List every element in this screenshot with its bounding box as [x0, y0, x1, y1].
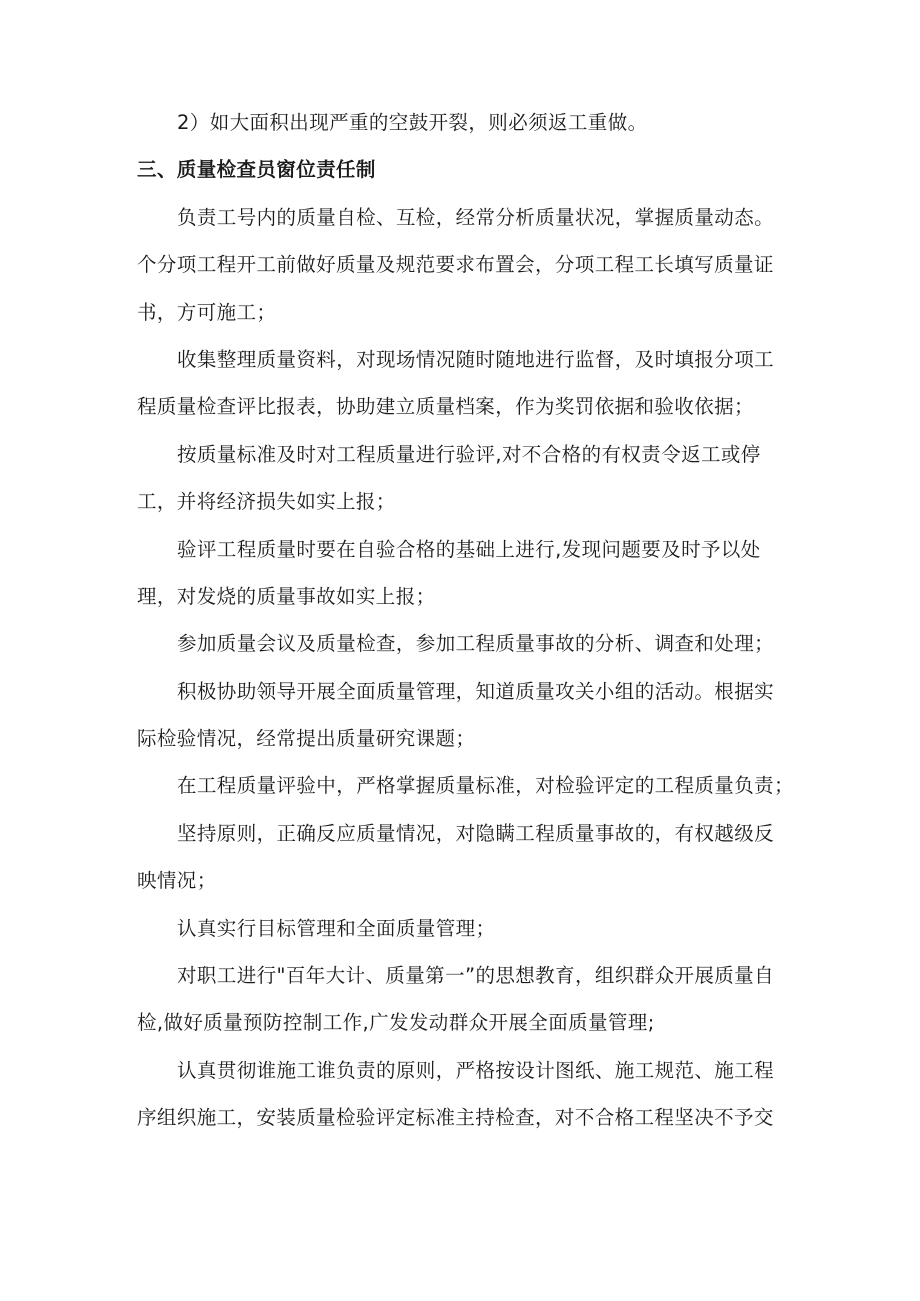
text-line: 积极协助领导开展全面质量管理，知道质量攻关小组的活动。根据实	[177, 679, 775, 703]
text-line: 认真实行目标管理和全面质量管理；	[177, 916, 496, 940]
document-body	[137, 99, 794, 1142]
text-line: 验评工程质量时要在自验合格的基础上进行,发现问题要及时予以处	[177, 537, 761, 561]
text-line: 际检验情况，经常提出质量研究课题；	[137, 727, 476, 751]
text-line: 检,做好质量预防控制工作,广发发动群众开展全面质量管理;	[137, 1011, 655, 1035]
text-line: 个分项工程开工前做好质量及规范要求布置会，分项工程工长填写质量证	[137, 253, 774, 277]
section-heading: 三、质量检查员窗位责任制	[137, 158, 376, 182]
text-line: 在工程质量评验中，严格掌握质量标准，对检验评定的工程质量负责；	[177, 774, 794, 798]
text-line: 序组织施工，安装质量检验评定标准主持检查，对不合格工程坚决不予交	[137, 1106, 774, 1130]
text-line: 参加质量会议及质量检查，参加工程质量事故的分析、调查和处理；	[177, 632, 775, 656]
text-line: 收集整理质量资料，对现场情况随时随地进行监督，及时填报分项工	[177, 347, 775, 371]
text-line: 按质量标准及时对工程质量进行验评,对不合格的有权责令返工或停	[177, 442, 761, 466]
text-line: 程质量检查评比报表，协助建立质量档案，作为奖罚依据和验收依据；	[137, 395, 754, 419]
text-line: 工，并将经济损失如实上报；	[137, 490, 396, 514]
text-line: 负责工号内的质量自检、互检，经常分析质量状况，掌握质量动态。	[177, 205, 775, 229]
text-line: 书，方可施工；	[137, 300, 277, 324]
text-line: 理，对发烧的质量事故如实上报；	[137, 584, 436, 608]
text-line: 映情况；	[137, 869, 217, 893]
text-line: 认真贯彻谁施工谁负责的原则，严格按设计图纸、施工规范、施工程	[177, 1058, 775, 1082]
text-line: 2）如大面积出现严重的空鼓开裂，则必须返工重做。	[177, 111, 648, 134]
text-line: 对职工进行"百年大计、质量第一”的思想教育，组织群众开展质量自	[177, 964, 774, 988]
text-line: 坚持原则，正确反应质量情况，对隐瞒工程质量事故的，有权越级反	[177, 821, 775, 845]
